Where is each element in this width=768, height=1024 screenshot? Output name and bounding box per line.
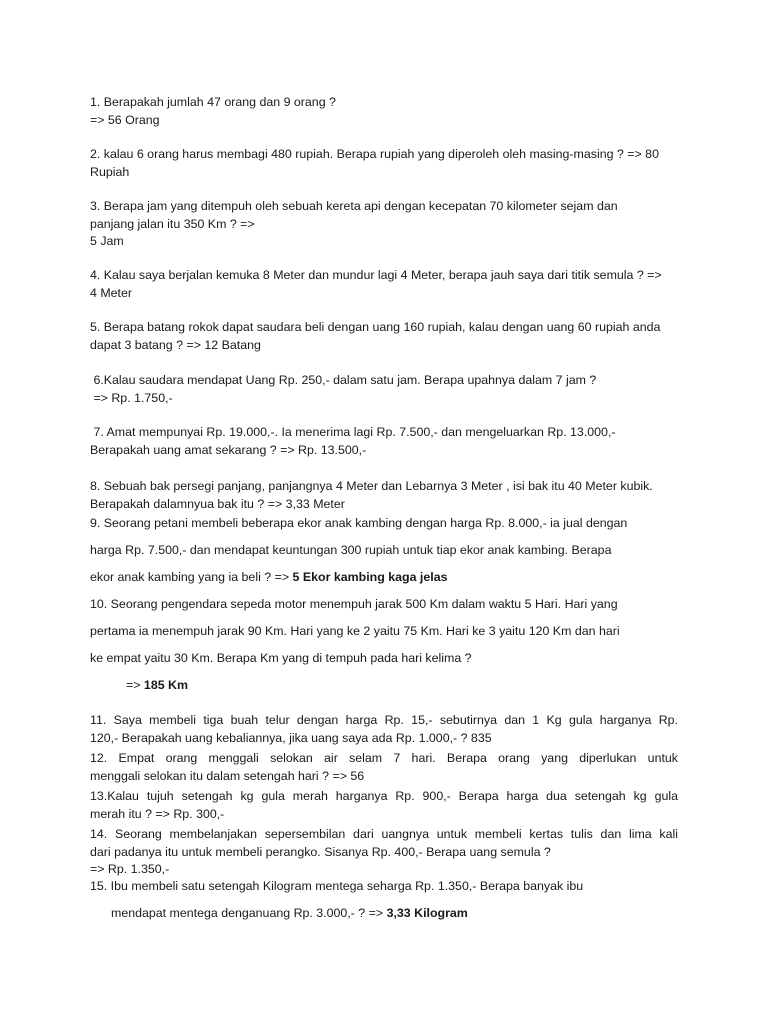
- question-text: 14. Seorang membelanjakan sepersembilan dari uangnya untuk membeli kertas tulis dan lima kali: [90, 827, 678, 841]
- answer-text: 5 Jam: [90, 234, 124, 248]
- question-8: [90, 478, 678, 513]
- question-text-end: ke empat yaitu 30 Km. Berapa Km yang di tempuh pada hari kelima ?: [90, 651, 472, 665]
- question-text: 2. kalau 6 orang harus membagi 480 rupiah. Berapa rupiah yang diperoleh oleh masing-masing ? => 80: [90, 147, 659, 161]
- question-15: [90, 873, 678, 927]
- answer-text: => Rp. 1.350,-: [90, 862, 170, 876]
- question-1: [90, 94, 678, 129]
- question-text: 1. Berapakah jumlah 47 orang dan 9 orang ?: [90, 95, 336, 109]
- answer-text: Berapakah uang amat sekarang ? => Rp. 13.500,-: [90, 442, 367, 457]
- question-text-cont: harga Rp. 7.500,- dan mendapat keuntungan 300 rupiah untuk tiap ekor anak kambing. Berapa: [90, 543, 612, 557]
- question-2: [90, 146, 678, 181]
- answer-text: => Rp. 1.750,-: [90, 390, 173, 405]
- answer-text: 185 Km: [143, 678, 189, 692]
- question-text: 15. Ibu membeli satu setengah Kilogram mentega seharga Rp. 1.350,- Berapa banyak ibu: [90, 879, 584, 893]
- question-text: 10. Seorang pengendara sepeda motor menempuh jarak 500 Km dalam waktu 5 Hari. Hari yang: [90, 597, 618, 611]
- answer-text: merah itu ? => Rp. 300,-: [90, 806, 225, 821]
- question-text-cont: panjang jalan itu 350 Km ? =>: [90, 216, 255, 231]
- question-text: 12. Empat orang menggali selokan air selam 7 hari. Berapa orang yang diperlukan untuk: [90, 751, 678, 765]
- answer-text: 4 Meter: [90, 285, 133, 300]
- question-text-end: [90, 564, 678, 591]
- answer-text: 120,- Berapakah uang kebaliannya, jika uang saya ada Rp. 1.000,- ? 835: [90, 730, 492, 745]
- answer-text: Berapakah dalamnyua bak itu ? => 3,33 Meter: [90, 496, 345, 511]
- question-text-end: [90, 900, 678, 927]
- question-7: [90, 424, 678, 459]
- question-text: 6.Kalau saudara mendapat Uang Rp. 250,- dalam satu jam. Berapa upahnya dalam 7 jam ?: [90, 373, 597, 387]
- question-text: 3. Berapa jam yang ditempuh oleh sebuah kereta api dengan kecepatan 70 kilometer sejam dan: [90, 199, 618, 213]
- question-text: 9. Seorang petani membeli beberapa ekor anak kambing dengan harga Rp. 8.000,- ia jual dengan: [90, 516, 628, 530]
- question-text-part: mendapat mentega denganuang Rp. 3.000,- ? =>: [111, 906, 387, 920]
- question-text: 8. Sebuah bak persegi panjang, panjangnya 4 Meter dan Lebarnya 3 Meter , isi bak itu 40 Meter kubik.: [90, 479, 653, 493]
- answer-text: 5 Ekor kambing kaga jelas: [292, 570, 448, 584]
- question-4: [90, 267, 678, 302]
- question-6: [90, 372, 678, 407]
- answer-arrow: =>: [126, 678, 144, 692]
- question-14: [90, 826, 678, 879]
- question-text-cont: dari padanya itu untuk membeli perangko. Sisanya Rp. 400,- Berapa uang semula ?: [90, 844, 551, 859]
- question-13: [90, 788, 678, 823]
- answer-text: dapat 3 batang ? => 12 Batang: [90, 337, 261, 352]
- question-9: [90, 510, 678, 591]
- answer-line: [90, 672, 678, 699]
- question-5: [90, 319, 678, 354]
- answer-text: 3,33 Kilogram: [386, 906, 468, 920]
- question-3: [90, 198, 678, 251]
- question-text: 11. Saya membeli tiga buah telur dengan harga Rp. 15,- sebutirnya dan 1 Kg gula harganya Rp.: [90, 713, 678, 727]
- question-text: 13.Kalau tujuh setengah kg gula merah harganya Rp. 900,- Berapa harga dua setengah kg gula: [90, 789, 678, 803]
- question-12: [90, 750, 678, 785]
- question-10: [90, 591, 678, 699]
- answer-text: Rupiah: [90, 164, 130, 179]
- question-text: 7. Amat mempunyai Rp. 19.000,-. Ia menerima lagi Rp. 7.500,- dan mengeluarkan Rp. 13.000,-: [90, 425, 616, 439]
- question-text: 5. Berapa batang rokok dapat saudara beli dengan uang 160 rupiah, kalau dengan uang 60 rupiah anda: [90, 320, 661, 334]
- answer-text: => 56 Orang: [90, 112, 160, 127]
- answer-text: menggali selokan itu dalam setengah hari ? => 56: [90, 768, 365, 783]
- question-11: [90, 712, 678, 747]
- question-text-part: ekor anak kambing yang ia beli ? =>: [90, 570, 293, 584]
- question-text-cont: pertama ia menempuh jarak 90 Km. Hari yang ke 2 yaitu 75 Km. Hari ke 3 yaitu 120 Km dan hari: [90, 624, 620, 638]
- question-text: 4. Kalau saya berjalan kemuka 8 Meter dan mundur lagi 4 Meter, berapa jauh saya dari titik semula ? =>: [90, 268, 662, 282]
